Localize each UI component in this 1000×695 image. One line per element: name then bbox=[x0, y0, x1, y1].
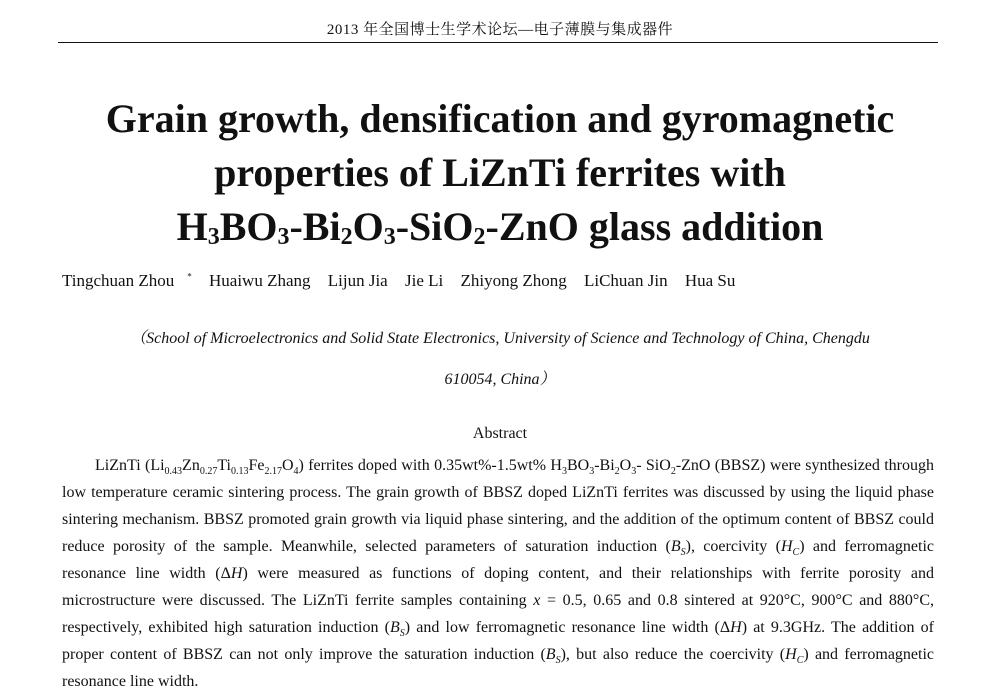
corresponding-mark: * bbox=[187, 271, 192, 282]
abstract-body: LiZnTi $(Li_{0.43}Zn_{0.27}Ti_{0.13}Fe_{2.17}O_4)$ ferrites doped with 0.35wt%-1.5wt% $H_3BO_3-Bi_2O_3-$ SiO$_2$-ZnO (BBSZ) were synthesized through low temperature ceramic sintering process. The grain growth of BBSZ doped LiZnTi ferrites was discussed by using the liquid phase sintering mechanism. BBSZ promoted grain growth via liquid phase sintering, and the addition of the optimum content of BBSZ could reduce porosity of the sample. Meanwhile, selected parameters of saturation induction $(B_S)$, coercivity $(H_C)$ and ferromagnetic resonance line width (ΔH) were measured as functions of doping content, and their relationships with ferrite porosity and microstructure were discussed. The LiZnTi ferrite samples containing x = 0.5, 0.65 and 0.8 sintered at 920°C, 900°C and 880°C, respectively, exhibited high saturation induction $(B_S)$ and low ferromagnetic resonance line width (ΔH) at 9.3GHz. The addition of proper content of BBSZ can not only improve the saturation induction $(B_S)$, but also reduce the coercivity $(H_C)$ and ferromagnetic resonance line width. bbox=[62, 457, 935, 690]
affiliation-line-1: （School of Microelectronics and Solid State Electronics, University of Science and Technology of China, Chengdu bbox=[130, 330, 870, 347]
running-header: 2013 年全国博士生学术论坛—电子薄膜与集成器件 bbox=[326, 22, 674, 38]
affiliation-line-2: 610054, China） bbox=[444, 371, 556, 388]
author: Lijun Jia bbox=[327, 271, 388, 290]
author: Huaiwu Zhang bbox=[209, 271, 311, 290]
author: Zhiyong Zhong bbox=[460, 271, 567, 290]
title-line-1: Grain growth, densification and gyromagnetic bbox=[105, 96, 895, 141]
affiliation bbox=[40, 318, 960, 400]
title-line-3: $H_3BO_3-Bi_2O_3-SiO_2$-ZnO glass addition bbox=[176, 204, 824, 250]
author: Tingchuan Zhou * bbox=[62, 271, 192, 290]
title-line-2: properties of LiZnTi ferrites with bbox=[214, 150, 786, 195]
author: LiChuan Jin bbox=[583, 271, 668, 290]
author: Hua Su bbox=[684, 271, 736, 290]
abstract-heading: Abstract bbox=[472, 425, 528, 442]
author: Jie Li bbox=[404, 271, 444, 290]
paper-title bbox=[40, 92, 960, 254]
header-rule bbox=[58, 42, 938, 43]
author-list bbox=[62, 271, 748, 291]
